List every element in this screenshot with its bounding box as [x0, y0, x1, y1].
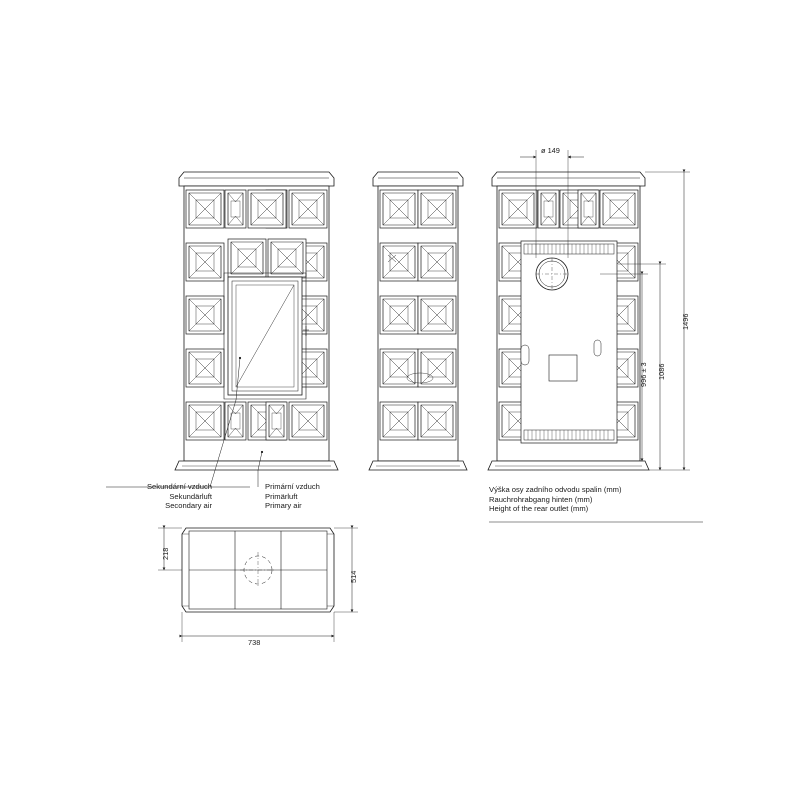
label-rear-outlet-cs: Výška osy zadního odvodu spalin (mm) [489, 485, 622, 494]
front-view [106, 172, 338, 487]
label-secondary-air-de: Sekundärluft [169, 491, 212, 501]
label-rear-outlet [489, 485, 622, 514]
label-primary-air [265, 482, 320, 511]
dim-rear-outlet-height: 996 ± 3 [639, 362, 648, 387]
label-rear-outlet-en: Height of the rear outlet (mm) [489, 504, 589, 514]
label-rear-outlet-de: Rauchrohrabgang hinten (mm) [489, 494, 593, 504]
top-plan-view [158, 528, 358, 642]
dim-plan-depth-inner: 218 [161, 547, 170, 560]
label-primary-air-en: Primary air [265, 501, 302, 511]
label-secondary-air-cs: Sekundární vzduch [146, 482, 212, 491]
dim-flue-diameter: ø 149 [541, 146, 560, 155]
label-secondary-air-en: Secondary air [165, 501, 212, 511]
label-primary-air-cs: Primární vzduch [265, 482, 320, 491]
dim-total-height: 1496 [681, 313, 690, 330]
side-view [369, 172, 467, 470]
rear-view [488, 172, 649, 470]
label-secondary-air [0, 482, 212, 511]
dim-upper-height: 1086 [657, 363, 666, 380]
dim-plan-width: 738 [248, 638, 261, 647]
dim-plan-depth: 514 [349, 570, 358, 583]
label-primary-air-de: Primärluft [265, 491, 298, 501]
